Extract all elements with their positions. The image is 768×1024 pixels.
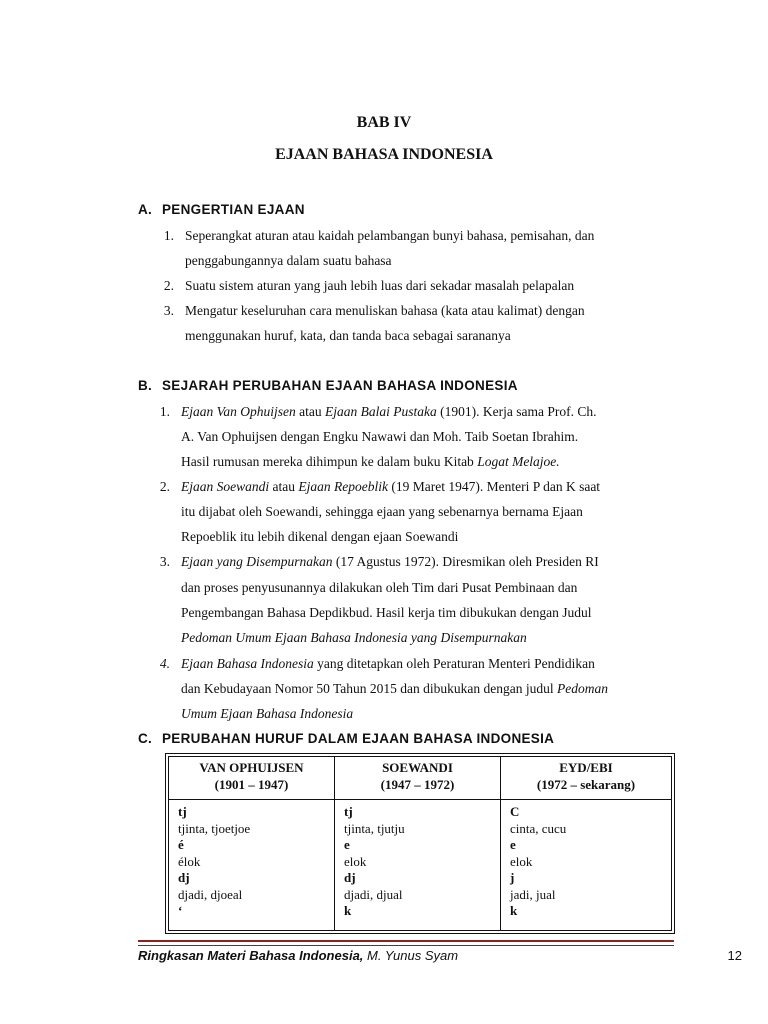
italic-term: Ejaan yang Disempurnakan bbox=[181, 554, 333, 569]
letter-form: e bbox=[509, 837, 516, 852]
letter-form: tj bbox=[178, 804, 187, 819]
list-item-line: itu dijabat oleh Soewandi, sehingga ejaan yang sebenarnya bernama Ejaan bbox=[181, 504, 583, 519]
text-run: (17 Agustus 1972). Diresmikan oleh Presiden RI bbox=[332, 554, 599, 569]
letter-form: C bbox=[509, 804, 520, 819]
column-period: (1901 – 1947) bbox=[214, 777, 289, 792]
list-item-line: menggunakan huruf, kata, dan tanda baca sebagai sarananya bbox=[185, 328, 511, 343]
italic-term: Ejaan Soewandi bbox=[181, 479, 270, 494]
italic-term: Ejaan Repoeblik bbox=[298, 479, 388, 494]
letter-form: e bbox=[343, 837, 350, 852]
column-header bbox=[334, 757, 500, 800]
list-number: 4. bbox=[159, 656, 170, 671]
section-a-heading bbox=[138, 202, 305, 217]
list-item-line: A. Van Ophuijsen dengan Engku Nawawi dan Moh. Taib Soetan Ibrahim. bbox=[181, 429, 579, 444]
table-cell bbox=[334, 800, 500, 931]
list-item-line: Suatu sistem aturan yang jauh lebih luas dari sekadar masalah pelapalan bbox=[185, 278, 575, 293]
example-words: elok bbox=[343, 853, 367, 869]
italic-term: Ejaan Van Ophuijsen bbox=[181, 404, 296, 419]
list-item-line: Mengatur keseluruhan cara menuliskan bahasa (kata atau kalimat) dengan bbox=[185, 303, 585, 318]
italic-term: Logat Melajoe. bbox=[477, 454, 560, 469]
section-title: PERUBAHAN HURUF DALAM EJAAN BAHASA INDONESIA bbox=[162, 731, 555, 746]
footer-rule bbox=[138, 945, 674, 946]
example-words: jadi, jual bbox=[509, 886, 556, 902]
list-item-line bbox=[181, 454, 560, 470]
column-name: EYD/EBI bbox=[559, 760, 613, 775]
list-item-line: dan proses penyusunannya dilakukan oleh Tim dari Pusat Pembinaan dan bbox=[181, 580, 578, 595]
section-c-heading bbox=[138, 731, 554, 746]
list-item-line: penggabungannya dalam suatu bahasa bbox=[185, 253, 392, 268]
example-words: cinta, cucu bbox=[509, 820, 567, 836]
text-run: (19 Maret 1947). Menteri P dan K saat bbox=[387, 479, 601, 494]
list-item-line bbox=[181, 656, 595, 672]
list-number: 1. bbox=[163, 228, 174, 243]
list-item-line bbox=[181, 479, 600, 495]
list-item-line bbox=[181, 681, 608, 697]
list-number: 1. bbox=[159, 404, 170, 419]
example-words: tjinta, tjoetjoe bbox=[178, 820, 251, 836]
list-item-line: Pengembangan Bahasa Depdikbud. Hasil kerja tim dibukukan dengan Judul bbox=[181, 605, 592, 620]
letter-form: dj bbox=[343, 870, 356, 885]
chapter-number: BAB IV bbox=[356, 114, 412, 131]
list-item-line bbox=[181, 554, 599, 570]
letter-form: k bbox=[509, 903, 518, 918]
italic-term: Ejaan Balai Pustaka bbox=[325, 404, 437, 419]
table-cell bbox=[500, 800, 671, 931]
text-run: (1901). Kerja sama Prof. Ch. bbox=[436, 404, 597, 419]
letter-form: k bbox=[343, 903, 352, 918]
list-number: 3. bbox=[159, 554, 170, 569]
section-letter: C. bbox=[138, 731, 153, 746]
list-item-line: Repoeblik itu lebih dikenal dengan ejaan Soewandi bbox=[181, 529, 459, 544]
list-item-line: Umum Ejaan Bahasa Indonesia bbox=[181, 706, 354, 721]
footer-rule bbox=[138, 940, 674, 942]
section-letter: B. bbox=[138, 378, 153, 393]
letter-form: tj bbox=[343, 804, 353, 819]
footer-text bbox=[138, 948, 458, 963]
section-b-heading bbox=[138, 378, 518, 393]
letter-form: é bbox=[178, 837, 184, 852]
example-words: élok bbox=[178, 853, 201, 869]
footer-book-title: Ringkasan Materi Bahasa Indonesia, bbox=[138, 948, 364, 963]
column-name: SOEWANDI bbox=[382, 760, 453, 775]
text-run: atau bbox=[295, 404, 325, 419]
text-run: Hasil rumusan mereka dihimpun ke dalam buku Kitab bbox=[181, 454, 478, 469]
section-title: SEJARAH PERUBAHAN EJAAN BAHASA INDONESIA bbox=[162, 378, 518, 393]
example-words: djadi, djoeal bbox=[178, 886, 243, 902]
table-header-row bbox=[169, 757, 672, 800]
column-name: VAN OPHUIJSEN bbox=[199, 760, 304, 775]
list-number: 2. bbox=[163, 278, 174, 293]
section-letter: A. bbox=[138, 202, 153, 217]
column-header bbox=[169, 757, 335, 800]
page-number: 12 bbox=[727, 948, 742, 963]
spelling-change-table bbox=[168, 756, 672, 931]
list-number: 2. bbox=[159, 479, 170, 494]
text-run: yang ditetapkan oleh Peraturan Menteri Pendidikan bbox=[313, 656, 595, 671]
table-row bbox=[169, 800, 672, 931]
letter-form: ‘ bbox=[178, 903, 183, 918]
text-run: dan Kebudayaan Nomor 50 Tahun 2015 dan dibukukan dengan judul bbox=[181, 681, 557, 696]
column-header bbox=[500, 757, 671, 800]
section-title: PENGERTIAN EJAAN bbox=[162, 202, 305, 217]
letter-form: dj bbox=[178, 870, 190, 885]
italic-term: Ejaan Bahasa Indonesia bbox=[181, 656, 314, 671]
example-words: djadi, djual bbox=[343, 886, 403, 902]
text-run: atau bbox=[269, 479, 299, 494]
list-item-line bbox=[181, 404, 596, 420]
example-words: elok bbox=[509, 853, 533, 869]
italic-term: Pedoman bbox=[556, 681, 608, 696]
footer-author: M. Yunus Syam bbox=[363, 948, 459, 963]
list-number: 3. bbox=[163, 303, 174, 318]
example-words: tjinta, tjutju bbox=[343, 820, 405, 836]
column-period: (1972 – sekarang) bbox=[536, 777, 636, 792]
letter-form: j bbox=[509, 870, 515, 885]
chapter-title: EJAAN BAHASA INDONESIA bbox=[275, 146, 493, 163]
table-cell bbox=[169, 800, 335, 931]
list-item-line: Seperangkat aturan atau kaidah pelambangan bunyi bahasa, pemisahan, dan bbox=[185, 228, 595, 243]
list-item-line: Pedoman Umum Ejaan Bahasa Indonesia yang Disempurnakan bbox=[181, 630, 527, 645]
column-period: (1947 – 1972) bbox=[380, 777, 455, 792]
